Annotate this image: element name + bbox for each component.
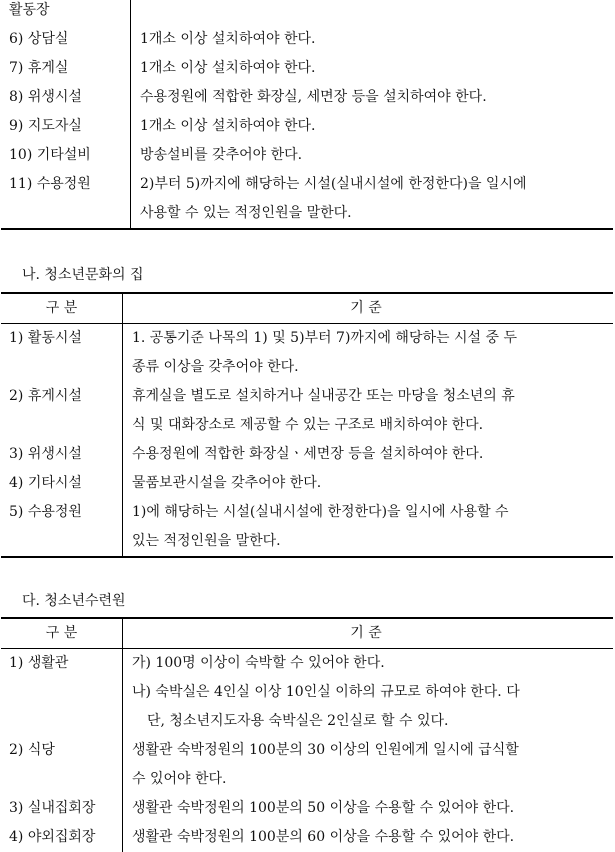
row-standard: [131, 170, 614, 229]
row-label: 2) 식당: [1, 736, 123, 794]
standard-line: 생활관 숙박정원의 100분의 30 이상의 인원에게 일시에 급식할: [132, 742, 519, 758]
row-label: 10) 기타설비: [1, 141, 131, 170]
table-row: [1, 382, 613, 440]
table-row: [1, 0, 613, 25]
row-standard: [131, 0, 614, 25]
standard-line: 가) 100명 이상이 숙박할 수 있어야 한다.: [132, 655, 385, 671]
row-label: 8) 위생시설: [1, 83, 131, 112]
standard-line: 2)부터 5)까지에 해당하는 시설(실내시설에 한정한다)을 일시에: [140, 176, 527, 192]
standard-line: 휴게실을 별도로 설치하거나 실내공간 또는 마당을 청소년의 휴: [132, 388, 515, 404]
row-standard: [123, 736, 614, 794]
standard-line: 1)에 해당하는 시설(실내시설에 한정한다)을 일시에 사용할 수: [132, 504, 509, 520]
table-row: [1, 469, 613, 498]
row-label: 6) 상담실: [1, 25, 131, 54]
row-label: 5) 수용정원: [1, 498, 123, 557]
standard-line: 식 및 대화장소로 제공할 수 있는 구조로 배치하여야 한다.: [132, 417, 484, 433]
table-row: [1, 25, 613, 54]
standard-line: 수용정원에 적합한 화장실, 세면장 등을 설치하여야 한다.: [140, 89, 487, 105]
row-label: 4) 야외집회장: [1, 823, 123, 852]
row-label: 1) 활동시설: [1, 324, 123, 383]
standard-line: 1개소 이상 설치하여야 한다.: [140, 118, 316, 134]
standard-line: 생활관 숙박정원의 100분의 60 이상을 수용할 수 있어야 한다.: [132, 829, 515, 845]
standard-line: 종류 이상을 갖추어야 한다.: [132, 359, 299, 375]
row-standard: [123, 498, 614, 557]
row-label: 4) 기타시설: [1, 469, 123, 498]
row-standard: [131, 112, 614, 141]
table-row: [1, 324, 613, 383]
header-standard: 기 준: [123, 618, 614, 649]
row-standard: [131, 141, 614, 170]
header-standard: 기 준: [123, 293, 614, 324]
standard-line: 있는 적정인원을 말한다.: [132, 533, 281, 549]
standard-line: 단, 청소년지도자용 숙박실은 2인실로 할 수 있다.: [147, 713, 449, 729]
row-standard: [131, 83, 614, 112]
standard-line: 나) 숙박실은 4인실 이상 10인실 이하의 규모로 하여야 한다. 다: [132, 684, 520, 700]
facility-table-continued: [1, 0, 613, 230]
row-standard: [123, 440, 614, 469]
table-row: [1, 112, 613, 141]
table-row: [1, 170, 613, 229]
standard-line: 1개소 이상 설치하여야 한다.: [140, 60, 316, 76]
table-row: [1, 440, 613, 469]
row-label: 활동장: [1, 0, 131, 25]
section-title: 다. 청소년수련원: [22, 593, 126, 609]
standard-line: 수 있어야 한다.: [132, 771, 227, 787]
row-label: 3) 위생시설: [1, 440, 123, 469]
row-standard: [123, 469, 614, 498]
standard-line: 1. 공통기준 나목의 1) 및 5)부터 7)까지에 해당하는 시설 중 두: [132, 330, 517, 346]
row-label: 9) 지도자실: [1, 112, 131, 141]
table-row: [1, 141, 613, 170]
row-standard: [123, 794, 614, 823]
table-row: [1, 794, 613, 823]
standard-line: 물품보관시설을 갖추어야 한다.: [132, 475, 322, 491]
standard-line: 생활관 숙박정원의 100분의 50 이상을 수용할 수 있어야 한다.: [132, 800, 515, 816]
table-header-row: [1, 618, 613, 649]
row-standard: [131, 25, 614, 54]
standard-line: 사용할 수 있는 적정인원을 말한다.: [140, 205, 352, 221]
table-row: [1, 823, 613, 852]
row-label: 11) 수용정원: [1, 170, 131, 229]
row-standard: [123, 324, 614, 383]
header-category: 구 분: [1, 293, 123, 324]
row-label: 2) 휴게시설: [1, 382, 123, 440]
table-row: [1, 83, 613, 112]
header-category: 구 분: [1, 618, 123, 649]
row-standard: [131, 54, 614, 83]
table-row: [1, 498, 613, 557]
youth-culture-house-table: [1, 292, 613, 558]
table-row: [1, 736, 613, 794]
row-standard: [123, 382, 614, 440]
table-row: [1, 649, 613, 737]
youth-training-center-table: [1, 617, 613, 852]
standard-line: 방송설비를 갖추어야 한다.: [140, 147, 303, 163]
standard-line: 수용정원에 적합한 화장실ㆍ세면장 등을 설치하여야 한다.: [132, 446, 484, 462]
row-label: 7) 휴게실: [1, 54, 131, 83]
row-label: 3) 실내집회장: [1, 794, 123, 823]
section-title: 나. 청소년문화의 집: [22, 267, 144, 283]
table-header-row: [1, 293, 613, 324]
standard-line: 1개소 이상 설치하여야 한다.: [140, 31, 316, 47]
row-standard: [123, 649, 614, 737]
row-label: 1) 생활관: [1, 649, 123, 737]
table-row: [1, 54, 613, 83]
row-standard: [123, 823, 614, 852]
